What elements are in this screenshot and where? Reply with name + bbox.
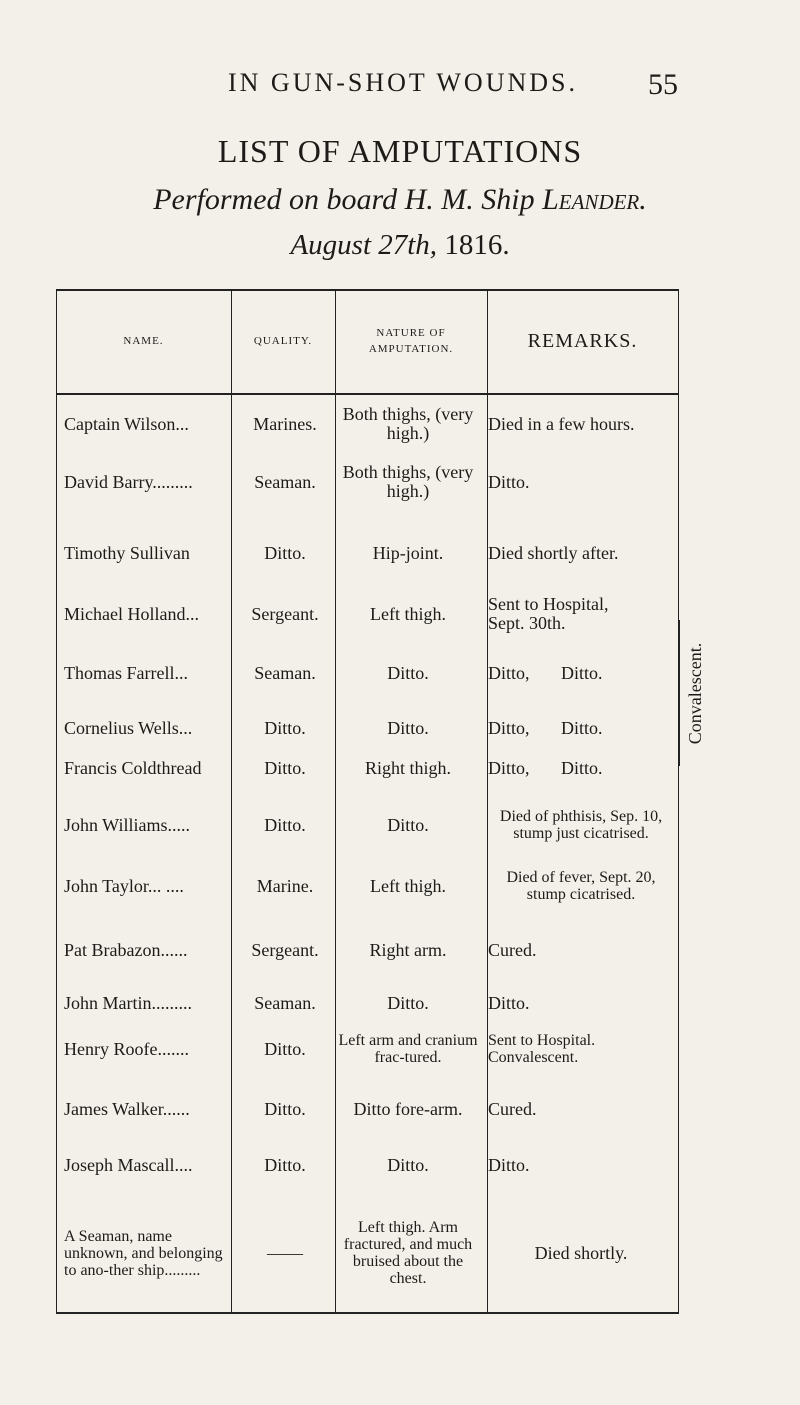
- cell-quality: Seaman.: [254, 992, 316, 1013]
- header-quality: QUALITY.: [253, 335, 313, 347]
- cell-name: Joseph Mascall....: [64, 1154, 193, 1175]
- amputations-table: [56, 289, 678, 1314]
- table-row: [56, 1089, 678, 1129]
- table-row: [56, 748, 678, 788]
- date-text: August 27th,: [290, 229, 438, 261]
- cell-quality: Sergeant.: [251, 603, 319, 624]
- cell-remarks: Ditto.: [488, 1154, 530, 1175]
- cell-nature: Ditto.: [387, 662, 429, 683]
- date-year: 1816.: [444, 229, 510, 261]
- cell-quality: Ditto.: [264, 1098, 306, 1119]
- convalescent-bracket: [672, 620, 680, 766]
- cell-name: David Barry.........: [64, 471, 193, 492]
- cell-remarks: Died of fever, Sept. 20, stump cicatrised.: [506, 869, 656, 903]
- col-rule-4: [678, 289, 679, 1314]
- table-row: [56, 586, 678, 642]
- cell-remarks: Died in a few hours.: [488, 413, 635, 434]
- cell-quality: Ditto.: [264, 757, 306, 778]
- cell-name: James Walker......: [64, 1098, 190, 1119]
- subtitle-text: Performed on board H. M. Ship: [153, 183, 535, 216]
- cell-name: Captain Wilson...: [64, 413, 189, 434]
- cell-nature: Left thigh.: [370, 875, 446, 896]
- table-row: [56, 653, 678, 693]
- cell-nature: Right arm.: [369, 939, 447, 960]
- page-number: 55: [648, 68, 678, 101]
- cell-nature: Ditto.: [387, 1154, 429, 1175]
- table-row: [56, 398, 678, 450]
- cell-quality: Ditto.: [264, 814, 306, 835]
- cell-quality: Ditto.: [264, 717, 306, 738]
- header-nature: [335, 289, 487, 393]
- table-row: [56, 1205, 678, 1301]
- ship-name: Leander.: [542, 183, 647, 216]
- cell-remarks: Ditto.: [488, 471, 530, 492]
- page-title: LIST OF AMPUTATIONS: [217, 133, 583, 169]
- header-nature-line2: AMPUTATION.: [368, 343, 454, 355]
- cell-name: Francis Coldthread: [64, 757, 202, 778]
- cell-name: Pat Brabazon......: [64, 939, 188, 960]
- table-row: [56, 533, 678, 573]
- cell-quality: Ditto.: [264, 542, 306, 563]
- cell-remarks: Died of phthisis, Sep. 10, stump just cicatrised.: [499, 808, 663, 842]
- table-row: [56, 1145, 678, 1185]
- cell-nature: Left arm and cranium frac-tured.: [338, 1032, 478, 1066]
- running-header: [0, 68, 800, 108]
- header-nature-line1: NATURE OF: [376, 327, 446, 339]
- cell-quality: Ditto.: [264, 1038, 306, 1059]
- convalescent-label: [684, 620, 708, 766]
- cell-nature: Hip-joint.: [372, 542, 444, 563]
- cell-remarks: Ditto, Ditto.: [488, 662, 603, 683]
- cell-name: A Seaman, name unknown, and belonging to ano-ther ship.........: [64, 1227, 223, 1279]
- cell-name: John Taylor... ....: [64, 875, 184, 896]
- cell-quality: Marines.: [253, 413, 317, 434]
- cell-name: John Williams.....: [64, 814, 190, 835]
- table-row: [56, 454, 678, 510]
- cell-nature: Ditto.: [387, 717, 429, 738]
- cell-name: Henry Roofe.......: [64, 1038, 189, 1059]
- cell-nature: Both thighs, (very high.): [342, 462, 474, 501]
- cell-quality: Seaman.: [254, 662, 316, 683]
- page-subtitle: [0, 183, 800, 217]
- cell-remarks: Cured.: [488, 939, 537, 960]
- cell-nature: Left thigh.: [370, 603, 446, 624]
- cell-name: Timothy Sullivan: [64, 542, 190, 563]
- cell-quality: Ditto.: [264, 1154, 306, 1175]
- cell-name: John Martin.........: [64, 992, 192, 1013]
- page-date: [0, 229, 800, 262]
- convalescent-text: Convalescent.: [685, 642, 706, 744]
- cell-quality: Seaman.: [254, 471, 316, 492]
- table-bottom-rule: [56, 1312, 678, 1314]
- cell-remarks: Ditto, Ditto.: [488, 757, 603, 778]
- cell-remarks: Sent to Hospital. Convalescent.: [488, 1032, 596, 1066]
- cell-name: Thomas Farrell...: [64, 662, 188, 683]
- table-row: [56, 1017, 678, 1081]
- table-row: [56, 930, 678, 970]
- cell-quality: ——: [267, 1242, 303, 1263]
- cell-nature: Ditto.: [387, 814, 429, 835]
- cell-nature: Left thigh. Arm fractured, and much bruised about the chest.: [343, 1219, 473, 1287]
- cell-nature: Right thigh.: [364, 757, 451, 778]
- cell-quality: Marine.: [256, 875, 314, 896]
- cell-remarks: Sent to Hospital, Sept. 30th.: [488, 594, 609, 633]
- cell-remarks: Died shortly after.: [488, 542, 619, 563]
- cell-nature: Ditto.: [387, 992, 429, 1013]
- header-name: NAME.: [123, 335, 164, 347]
- cell-name: Cornelius Wells...: [64, 717, 193, 738]
- table-row: [56, 708, 678, 748]
- cell-remarks: Cured.: [488, 1098, 537, 1119]
- cell-name: Michael Holland...: [64, 603, 199, 624]
- cell-remarks: Ditto, Ditto.: [488, 717, 603, 738]
- running-head: IN GUN-SHOT WOUNDS.: [228, 68, 578, 97]
- header-remarks: REMARKS.: [527, 330, 638, 352]
- table-row: [56, 797, 678, 853]
- header-rule: [56, 393, 678, 395]
- cell-remarks: Ditto.: [488, 992, 530, 1013]
- cell-quality: Sergeant.: [251, 939, 319, 960]
- cell-remarks: Died shortly.: [534, 1242, 628, 1263]
- cell-nature: Both thighs, (very high.): [342, 404, 474, 443]
- cell-nature: Ditto fore-arm.: [353, 1098, 463, 1119]
- table-row: [56, 858, 678, 914]
